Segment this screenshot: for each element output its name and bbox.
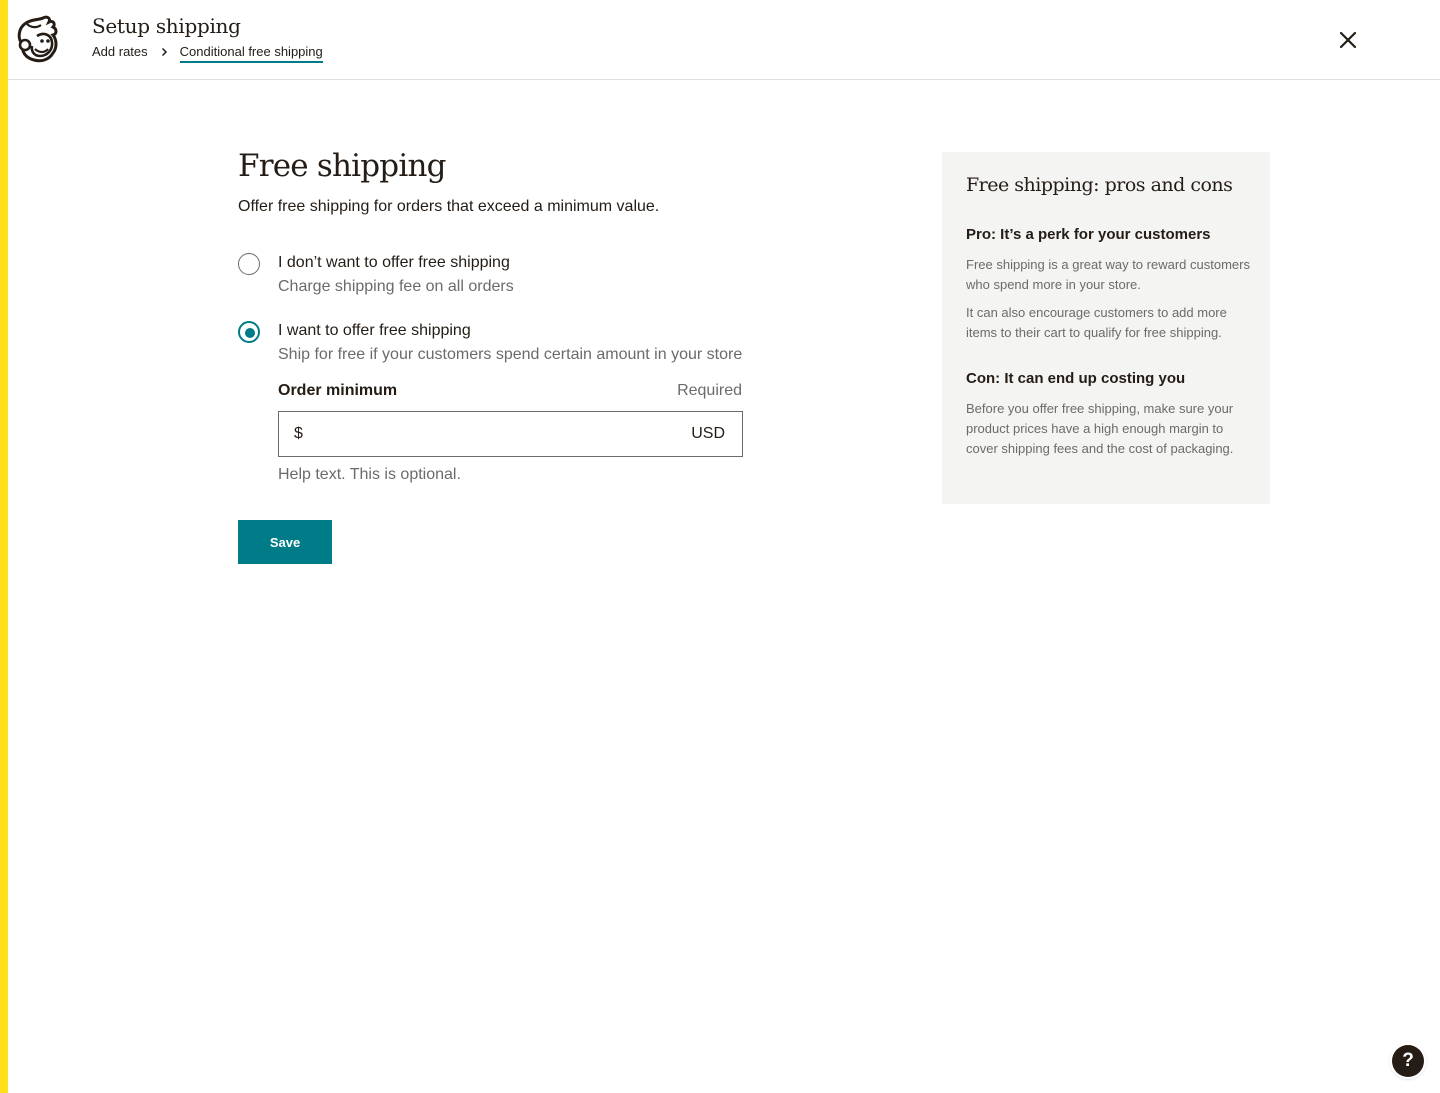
order-minimum-help-text: Help text. This is optional. [278,466,461,483]
breadcrumb-add-rates[interactable]: Add rates [92,44,148,59]
page-subtitle: Offer free shipping for orders that exceed a minimum value. [238,198,660,215]
radio-button-unchecked[interactable] [238,253,260,275]
order-minimum-input-wrapper[interactable] [278,411,743,457]
order-minimum-label: Order minimum [278,382,398,399]
pro-heading: Pro: It’s a perk for your customers [966,226,1211,243]
pro-text: Free shipping is a great way to reward customers who spend more in your store. [966,257,1250,292]
save-button[interactable]: Save [238,520,332,564]
panel-title: Free shipping: pros and cons [966,174,1233,196]
top-header [8,0,1440,80]
chevron-right-icon [158,46,170,62]
radio-button-checked[interactable] [238,321,260,343]
pros-cons-panel [942,152,1270,504]
radio-description: Charge shipping fee on all orders [278,278,514,295]
radio-label: I want to offer free shipping [278,322,471,339]
radio-label: I don’t want to offer free shipping [278,254,510,271]
radio-selected-dot [245,328,255,338]
mailchimp-logo-icon[interactable] [13,14,61,66]
page-title: Free shipping [238,148,446,184]
page-header-title: Setup shipping [92,14,241,38]
con-text: Before you offer free shipping, make sure your product prices have a high enough margin to cover shipping fees and the cost of packaging. [966,401,1234,456]
con-heading: Con: It can end up costing you [966,370,1186,387]
breadcrumb-conditional-free-shipping[interactable]: Conditional free shipping [180,44,323,63]
breadcrumb [92,44,323,63]
pro-text-secondary: It can also encourage customers to add more items to their cart to qualify for free shipping. [966,305,1227,340]
required-indicator: Required [677,382,742,399]
currency-suffix: USD [691,425,725,442]
currency-prefix: $ [294,425,303,442]
order-minimum-input[interactable] [311,420,675,450]
brand-accent-bar [0,0,8,1093]
help-button[interactable]: ? [1392,1045,1424,1077]
close-icon[interactable] [1334,26,1362,54]
radio-description: Ship for free if your customers spend certain amount in your store [278,346,743,363]
